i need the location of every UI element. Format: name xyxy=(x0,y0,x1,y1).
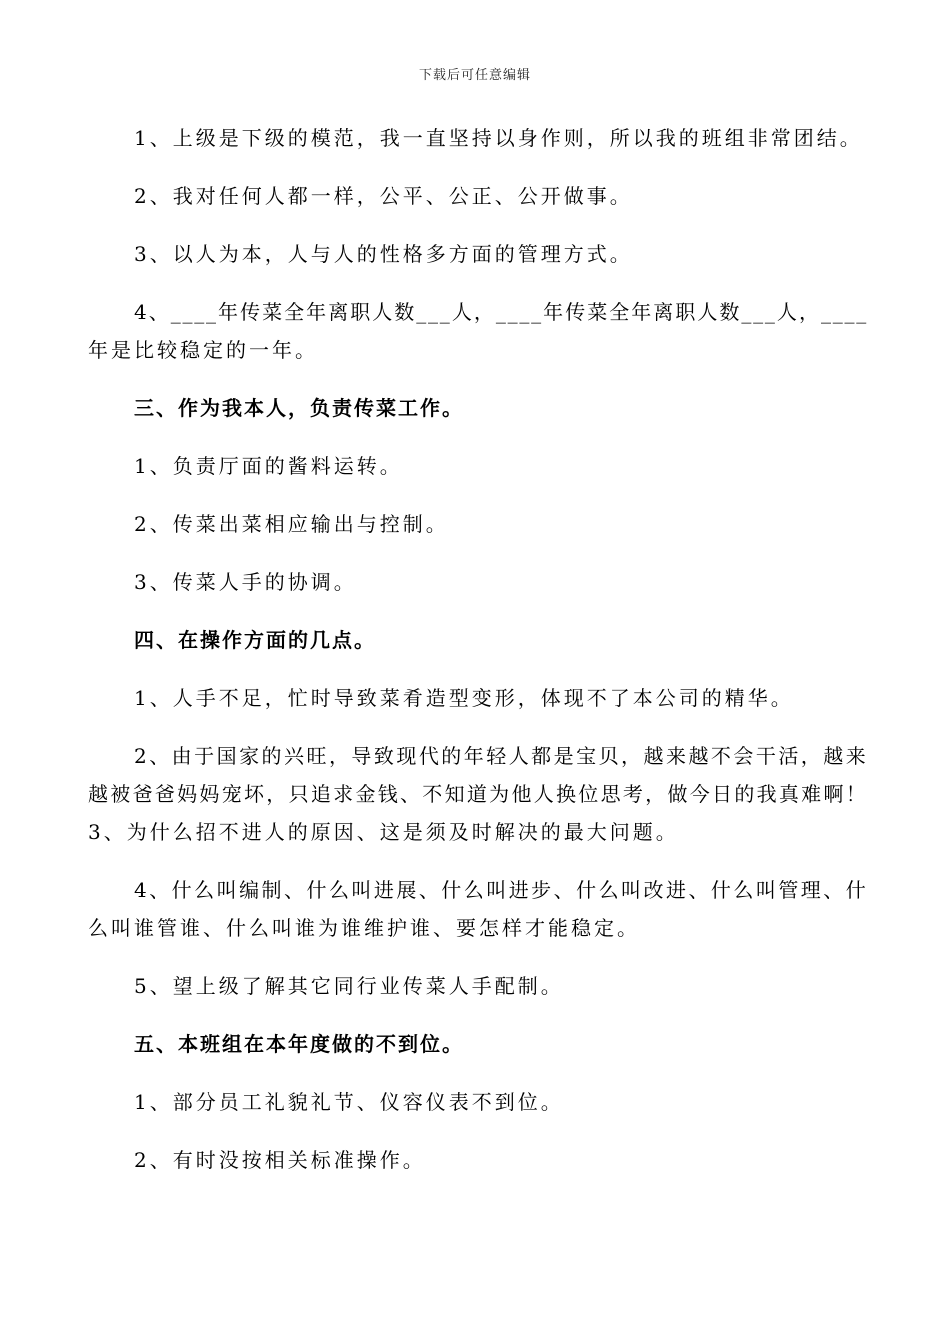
section-heading: 三、作为我本人，负责传菜工作。 xyxy=(134,396,464,420)
paragraph-line: 4、____年传菜全年离职人数___人，____年传菜全年离职人数___人，____ xyxy=(134,300,868,324)
paragraph-line: 越被爸爸妈妈宠坏，只追求金钱、不知道为他人换位思考，做今日的我真难啊！ xyxy=(88,782,868,806)
paragraph-line: 1、人手不足，忙时导致菜肴造型变形，体现不了本公司的精华。 xyxy=(134,686,794,710)
paragraph-line: 么叫谁管谁、什么叫谁为谁维护谁、要怎样才能稳定。 xyxy=(88,916,640,940)
paragraph-line: 2、有时没按相关标准操作。 xyxy=(134,1148,426,1172)
paragraph-line: 2、我对任何人都一样，公平、公正、公开做事。 xyxy=(134,184,633,208)
section-heading: 五、本班组在本年度做的不到位。 xyxy=(134,1032,464,1056)
paragraph-line: 3、传菜人手的协调。 xyxy=(134,570,357,594)
page-header: 下载后可任意编辑 xyxy=(418,68,531,83)
paragraph-line: 1、上级是下级的模范，我一直坚持以身作则，所以我的班组非常团结。 xyxy=(134,126,863,150)
paragraph-line: 3、以人为本，人与人的性格多方面的管理方式。 xyxy=(134,242,633,266)
paragraph-line: 2、由于国家的兴旺，导致现代的年轻人都是宝贝，越来越不会干活，越来 xyxy=(134,744,868,768)
paragraph-line: 5、望上级了解其它同行业传菜人手配制。 xyxy=(134,974,564,998)
paragraph-line: 1、部分员工礼貌礼节、仪容仪表不到位。 xyxy=(134,1090,564,1114)
section-heading: 四、在操作方面的几点。 xyxy=(134,628,376,652)
paragraph-line: 4、什么叫编制、什么叫进展、什么叫进步、什么叫改进、什么叫管理、什 xyxy=(134,878,868,902)
paragraph-line: 年是比较稳定的一年。 xyxy=(88,338,318,362)
paragraph-line: 3、为什么招不进人的原因、这是须及时解决的最大问题。 xyxy=(88,820,679,844)
paragraph-line: 2、传菜出菜相应输出与控制。 xyxy=(134,512,449,536)
paragraph-line: 1、负责厅面的酱料运转。 xyxy=(134,454,403,478)
